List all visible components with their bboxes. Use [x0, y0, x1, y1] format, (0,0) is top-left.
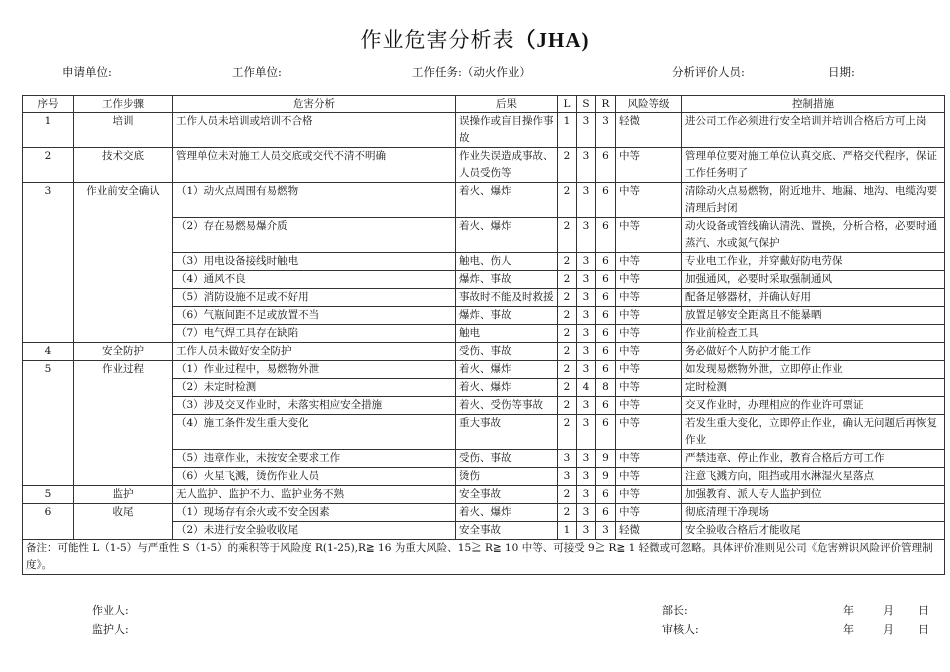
- s-cell: 3: [577, 486, 596, 504]
- level-cell: 中等: [616, 148, 682, 183]
- level-cell: 中等: [616, 307, 682, 325]
- level-cell: 中等: [616, 289, 682, 307]
- s-cell: 3: [577, 289, 596, 307]
- header-consequence: 后果: [456, 96, 558, 113]
- r-cell: 6: [596, 271, 616, 289]
- control-cell: 定时检测: [682, 379, 945, 397]
- hazard-cell: （2）存在易燃易爆介质: [173, 218, 456, 253]
- control-cell: 清除动火点易燃物，附近地井、地漏、地沟、电缆沟要清理后封闭: [682, 183, 945, 218]
- table-row: [23, 504, 945, 522]
- task-label: 工作任务:（动火作业）: [412, 65, 531, 79]
- level-cell: 中等: [616, 343, 682, 361]
- l-cell: 2: [558, 253, 577, 271]
- consequence-cell: 着火、受伤等事故: [456, 397, 558, 415]
- header-control: 控制措施: [682, 96, 945, 113]
- s-cell: 3: [577, 504, 596, 522]
- row-number-cell: 6: [23, 504, 74, 540]
- consequence-cell: 受伤、事故: [456, 343, 558, 361]
- hazard-cell: （5）消防设施不足或不好用: [173, 289, 456, 307]
- jha-table: [22, 95, 945, 575]
- header-hazard: 危害分析: [173, 96, 456, 113]
- operator-label: 作业人:: [92, 604, 129, 617]
- l-cell: 2: [558, 289, 577, 307]
- control-cell: 加强教育、派人专人监护到位: [682, 486, 945, 504]
- header-step: 工作步骤: [74, 96, 173, 113]
- consequence-cell: 触电、伤人: [456, 253, 558, 271]
- level-cell: 中等: [616, 415, 682, 450]
- level-cell: 中等: [616, 253, 682, 271]
- s-cell: 3: [577, 183, 596, 218]
- s-cell: 3: [577, 113, 596, 148]
- l-cell: 2: [558, 271, 577, 289]
- control-cell: 专业电工作业，并穿戴好防电劳保: [682, 253, 945, 271]
- s-cell: 3: [577, 450, 596, 468]
- hazard-cell: 管理单位未对施工人员交底或交代不清不明确: [173, 148, 456, 183]
- consequence-cell: 安全事故: [456, 522, 558, 540]
- consequence-cell: 着火、爆炸: [456, 379, 558, 397]
- hazard-cell: （3）涉及交叉作业时，未落实相应安全措施: [173, 397, 456, 415]
- r-cell: 3: [596, 522, 616, 540]
- hazard-cell: （1）现场存有余火或不安全因素: [173, 504, 456, 522]
- hazard-cell: （1）动火点周围有易燃物: [173, 183, 456, 218]
- l-cell: 2: [558, 361, 577, 379]
- day-label-2: 日: [918, 623, 929, 636]
- s-cell: 3: [577, 271, 596, 289]
- consequence-cell: 误操作或盲目操作事故: [456, 113, 558, 148]
- r-cell: 6: [596, 183, 616, 218]
- s-cell: 4: [577, 379, 596, 397]
- r-cell: 6: [596, 397, 616, 415]
- control-cell: 务必做好个人防护才能工作: [682, 343, 945, 361]
- r-cell: 6: [596, 218, 616, 253]
- applicant-label: 申请单位:: [62, 65, 112, 79]
- r-cell: 9: [596, 450, 616, 468]
- year-label: 年: [843, 604, 854, 617]
- level-cell: 中等: [616, 361, 682, 379]
- hazard-cell: （4）施工条件发生重大变化: [173, 415, 456, 450]
- header-row: [23, 96, 945, 113]
- l-cell: 2: [558, 307, 577, 325]
- l-cell: 2: [558, 343, 577, 361]
- level-cell: 中等: [616, 218, 682, 253]
- table-row: [23, 113, 945, 148]
- l-cell: 2: [558, 504, 577, 522]
- row-number-cell: 5: [23, 361, 74, 486]
- work-step-cell: 作业前安全确认: [74, 183, 173, 343]
- work-step-cell: 技术交底: [74, 148, 173, 183]
- l-cell: 2: [558, 148, 577, 183]
- level-cell: 中等: [616, 486, 682, 504]
- r-cell: 6: [596, 325, 616, 343]
- consequence-cell: 着火、爆炸: [456, 504, 558, 522]
- hazard-cell: （4）通风不良: [173, 271, 456, 289]
- hazard-cell: （2）未进行安全验收收尾: [173, 522, 456, 540]
- level-cell: 中等: [616, 379, 682, 397]
- consequence-cell: 作业失误造成事故、人员受伤等: [456, 148, 558, 183]
- work-step-cell: 作业过程: [74, 361, 173, 486]
- control-cell: 注意飞溅方向，阻挡或用水淋湿火星落点: [682, 468, 945, 486]
- r-cell: 6: [596, 148, 616, 183]
- hazard-cell: （2）未定时检测: [173, 379, 456, 397]
- s-cell: 3: [577, 415, 596, 450]
- work-step-cell: 收尾: [74, 504, 173, 540]
- s-cell: 3: [577, 361, 596, 379]
- s-cell: 3: [577, 218, 596, 253]
- consequence-cell: 爆炸、事故: [456, 307, 558, 325]
- date-label: 日期:: [828, 65, 855, 79]
- l-cell: 2: [558, 379, 577, 397]
- consequence-cell: 着火、爆炸: [456, 361, 558, 379]
- month-label: 月: [883, 604, 894, 617]
- r-cell: 3: [596, 113, 616, 148]
- s-cell: 3: [577, 325, 596, 343]
- r-cell: 6: [596, 361, 616, 379]
- header-no: 序号: [23, 96, 74, 113]
- level-cell: 中等: [616, 325, 682, 343]
- l-cell: 2: [558, 183, 577, 218]
- work-step-cell: 培训: [74, 113, 173, 148]
- consequence-cell: 安全事故: [456, 486, 558, 504]
- level-cell: 中等: [616, 183, 682, 218]
- s-cell: 3: [577, 522, 596, 540]
- level-cell: 轻微: [616, 113, 682, 148]
- control-cell: 彻底清理干净现场: [682, 504, 945, 522]
- row-number-cell: 4: [23, 343, 74, 361]
- hazard-cell: （6）火星飞溅，烫伤作业人员: [173, 468, 456, 486]
- table-row: [23, 183, 945, 218]
- table-row: [23, 361, 945, 379]
- hazard-cell: 工作人员未培训或培训不合格: [173, 113, 456, 148]
- control-cell: 放置足够安全距离且不能暴晒: [682, 307, 945, 325]
- consequence-cell: 触电: [456, 325, 558, 343]
- control-cell: 若发生重大变化，立即停止作业，确认无问题后再恢复作业: [682, 415, 945, 450]
- r-cell: 6: [596, 289, 616, 307]
- consequence-cell: 爆炸、事故: [456, 271, 558, 289]
- control-cell: 进公司工作必须进行安全培训并培训合格后方可上岗: [682, 113, 945, 148]
- r-cell: 6: [596, 253, 616, 271]
- level-cell: 中等: [616, 504, 682, 522]
- s-cell: 3: [577, 397, 596, 415]
- consequence-cell: 着火、爆炸: [456, 218, 558, 253]
- r-cell: 6: [596, 504, 616, 522]
- footnote: 备注：可能性 L（1-5）与严重性 S（1-5）的乘积等于风险度 R(1-25),R≧ 16 为重大风险、15≧ R≧ 10 中等、可接受 9≧ R≧ 1 轻微或可忽略。具体评价准则见公司《危害辨识风险评价管理制度》。: [23, 540, 945, 575]
- level-cell: 轻微: [616, 522, 682, 540]
- s-cell: 3: [577, 343, 596, 361]
- hazard-cell: （3）用电设备接线时触电: [173, 253, 456, 271]
- header-l: L: [558, 96, 577, 113]
- l-cell: 3: [558, 450, 577, 468]
- title-code: （JHA): [514, 28, 590, 52]
- hazard-cell: （7）电气焊工具存在缺陷: [173, 325, 456, 343]
- r-cell: 6: [596, 486, 616, 504]
- l-cell: 2: [558, 325, 577, 343]
- row-number-cell: 2: [23, 148, 74, 183]
- level-cell: 中等: [616, 397, 682, 415]
- day-label: 日: [918, 604, 929, 617]
- row-number-cell: 5: [23, 486, 74, 504]
- consequence-cell: 烫伤: [456, 468, 558, 486]
- s-cell: 3: [577, 148, 596, 183]
- work-step-cell: 安全防护: [74, 343, 173, 361]
- s-cell: 3: [577, 468, 596, 486]
- l-cell: 1: [558, 522, 577, 540]
- control-cell: 加强通风，必要时采取强制通风: [682, 271, 945, 289]
- control-cell: 动火设备或管线确认清洗、置换，分析合格，必要时通蒸汽、水或氮气保护: [682, 218, 945, 253]
- consequence-cell: 着火、爆炸: [456, 183, 558, 218]
- level-cell: 中等: [616, 450, 682, 468]
- work-unit-label: 工作单位:: [232, 65, 282, 79]
- year-label-2: 年: [843, 623, 854, 636]
- header-s: S: [577, 96, 596, 113]
- level-cell: 中等: [616, 271, 682, 289]
- control-cell: 作业前检查工具: [682, 325, 945, 343]
- r-cell: 8: [596, 379, 616, 397]
- l-cell: 2: [558, 415, 577, 450]
- consequence-cell: 受伤、事故: [456, 450, 558, 468]
- control-cell: 安全验收合格后才能收尾: [682, 522, 945, 540]
- hazard-cell: （1）作业过程中，易燃物外泄: [173, 361, 456, 379]
- r-cell: 9: [596, 468, 616, 486]
- reviewer-label: 审核人:: [662, 623, 699, 636]
- evaluator-label: 分析评价人员:: [672, 65, 745, 79]
- control-cell: 如发现易燃物外泄，立即停止作业: [682, 361, 945, 379]
- hazard-cell: （5）违章作业，未按安全要求工作: [173, 450, 456, 468]
- level-cell: 中等: [616, 468, 682, 486]
- r-cell: 6: [596, 307, 616, 325]
- l-cell: 2: [558, 486, 577, 504]
- l-cell: 2: [558, 397, 577, 415]
- hazard-cell: （6）气瓶间距不足或放置不当: [173, 307, 456, 325]
- consequence-cell: 事故时不能及时救援: [456, 289, 558, 307]
- header-level: 风险等级: [616, 96, 682, 113]
- jha-body: [23, 113, 945, 540]
- s-cell: 3: [577, 307, 596, 325]
- control-cell: 管理单位要对施工单位认真交底、严格交代程序，保证工作任务明了: [682, 148, 945, 183]
- s-cell: 3: [577, 253, 596, 271]
- control-cell: 配备足够器材，并确认好用: [682, 289, 945, 307]
- consequence-cell: 重大事故: [456, 415, 558, 450]
- page-title: [0, 24, 950, 54]
- month-label-2: 月: [883, 623, 894, 636]
- hazard-cell: 工作人员未做好安全防护: [173, 343, 456, 361]
- table-row: [23, 486, 945, 504]
- table-row: [23, 148, 945, 183]
- control-cell: 交叉作业时，办理相应的作业许可票证: [682, 397, 945, 415]
- r-cell: 6: [596, 343, 616, 361]
- l-cell: 3: [558, 468, 577, 486]
- r-cell: 6: [596, 415, 616, 450]
- table-row: [23, 343, 945, 361]
- work-step-cell: 监护: [74, 486, 173, 504]
- l-cell: 1: [558, 113, 577, 148]
- hazard-cell: 无人监护、监护不力、监护业务不熟: [173, 486, 456, 504]
- title-text: 作业危害分析表: [360, 28, 515, 52]
- row-number-cell: 1: [23, 113, 74, 148]
- l-cell: 2: [558, 218, 577, 253]
- header-r: R: [596, 96, 616, 113]
- row-number-cell: 3: [23, 183, 74, 343]
- control-cell: 严禁违章、停止作业，教育合格后方可工作: [682, 450, 945, 468]
- minister-label: 部长:: [662, 604, 688, 617]
- supervisor-label: 监护人:: [92, 623, 129, 636]
